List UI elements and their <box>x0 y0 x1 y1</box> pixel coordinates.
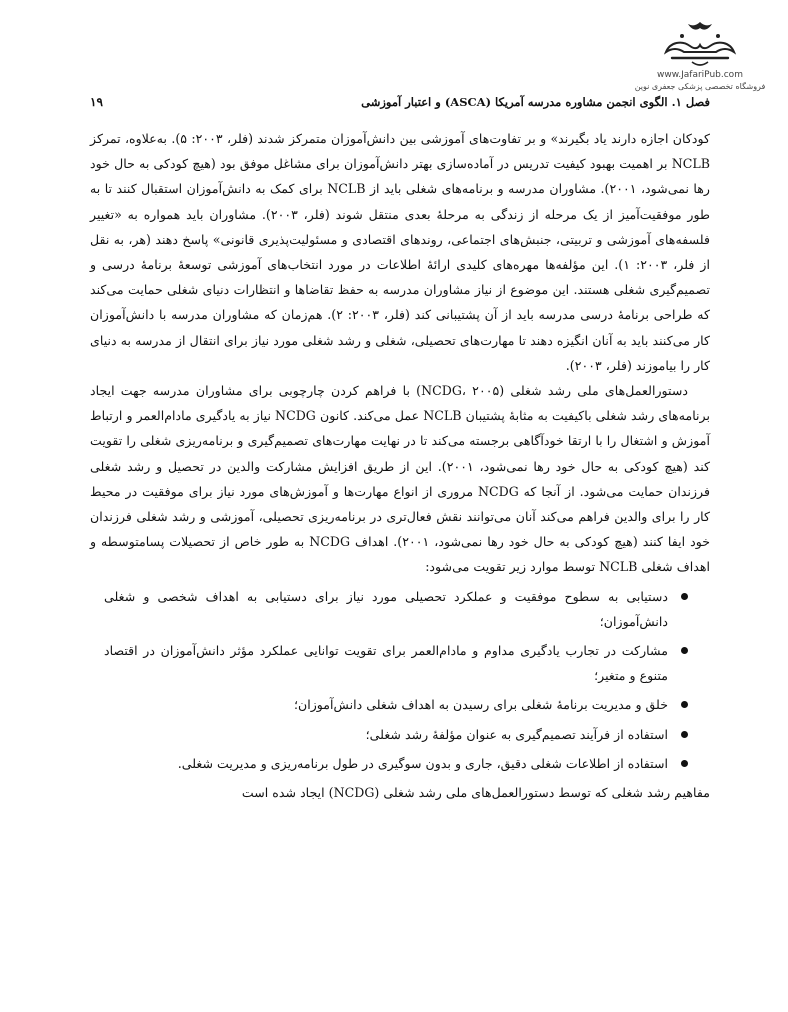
bullet-icon <box>681 731 688 738</box>
body-text <box>90 126 710 805</box>
list-item: مشارکت در تجارب یادگیری مداوم و مادام‌العمر برای تقویت توانایی عملکرد مؤثر دانش‌آموزان در اقتصاد متنوع و متغیر؛ <box>104 638 688 688</box>
paragraph-1: کودکان اجازه دارند یاد بگیرند» و بر تفاوت‌های آموزشی بین دانش‌آموزان متمرکز شدند (فلر، ۲۰۰۳: ۵). به‌علاوه، تمرکز NCLB بر اهمیت بهبود کیفیت تدریس در آماده‌سازی بهتر دانش‌آموزان برای مشاغل موفق بود (هیچ کودکی به حال خود رها نمی‌شود، ۲۰۰۱). مشاوران مدرسه و برنامه‌های شغلی باید از NCLB برای کمک به دانش‌آموزان استقبال کنند تا به طور موفقیت‌آمیز از یک مرحله از زندگی به مرحلهٔ بعدی منتقل شوند (فلر، ۲۰۰۳). مشاوران باید همواره به «تغییر فلسفه‌های آموزشی و تربیتی، جنبش‌های اجتماعی، روندهای اقتصادی و مسئولیت‌پذیری قانونی» پاسخ دهند (هر، به نقل از فلر، ۲۰۰۳: ۱). این مؤلفه‌ها مهره‌های کلیدی ارائهٔ اطلاعات در مورد انتخاب‌های آموزشی توسعهٔ برنامهٔ درسی و تصمیم‌گیری شغلی هستند. این موضوع از نیاز مشاوران مدرسه به حفظ تقاضاها و انتظارات دنیای شغلی حمایت می‌کند که طراحی برنامهٔ درسی مدرسه باید از آن پشتیبانی کند (فلر، ۲۰۰۳: ۲). هم‌زمان که مشاوران مدرسه با دانش‌آموزان کار می‌کنند باید به آنان انگیزه دهند تا مهارت‌های تحصیلی، شغلی و رشد شغلی مورد نیاز برای انتقال از مدرسه به دنیای کار را بیاموزند (فلر، ۲۰۰۳). <box>90 131 711 373</box>
list-item: خلق و مدیریت برنامهٔ شغلی برای رسیدن به اهداف شغلی دانش‌آموزان؛ <box>104 692 688 717</box>
logo-website: www.JafariPub.com <box>657 70 743 80</box>
publisher-logo <box>632 18 768 100</box>
chapter-title: فصل ۱. الگوی انجمن مشاوره مدرسه آمریکا (ASCA) و اعتبار آموزشی <box>361 95 710 109</box>
bullet-icon <box>681 701 688 708</box>
bullet-icon <box>681 760 688 767</box>
list-item: دستیابی به سطوح موفقیت و عملکرد تحصیلی مورد نیاز برای دستیابی به اهداف شخصی و شغلی دانش‌آموزان؛ <box>104 584 688 634</box>
list-item: استفاده از اطلاعات شغلی دقیق، جاری و بدون سوگیری در طول برنامه‌ریزی و مدیریت شغلی. <box>104 751 688 776</box>
closing-line: مفاهیم رشد شغلی که توسط دستورالعمل‌های ملی رشد شغلی (NCDG) ایجاد شده است <box>241 785 710 801</box>
logo-store-name: فروشگاه تخصصی پزشکی جعفری نوین <box>634 82 766 91</box>
bullet-icon <box>681 647 688 654</box>
logo-emblem-icon <box>652 18 748 68</box>
bullet-icon <box>681 593 688 600</box>
bullet-list <box>90 584 710 776</box>
page-number: ۱۹ <box>90 95 103 109</box>
list-item: استفاده از فرآیند تصمیم‌گیری به عنوان مؤلفهٔ رشد شغلی؛ <box>104 722 688 747</box>
running-header <box>90 92 710 112</box>
paragraph-2: دستورالعمل‌های ملی رشد شغلی (NCDG، ۲۰۰۵) با فراهم کردن چارچوبی برای مشاوران مدرسه جهت ایجاد برنامه‌های رشد شغلی باکیفیت به مثابهٔ پشتیبان NCLB عمل می‌کند. کانون NCDG نیاز به یادگیری مادام‌العمر و ارتباط آموزش و اشتغال را با ارتقا خودآگاهی برجسته می‌کند تا در نهایت مهارت‌های تصمیم‌گیری و برنامه‌ریزی شغلی را تقویت کند (هیچ کودکی به حال خود رها نمی‌شود، ۲۰۰۱). این از طریق افزایش مشارکت والدین در تحصیل و رشد شغلی فرزندان حمایت می‌شود. از آنجا که NCDG مروری از انواع مهارت‌ها و آموزش‌های مورد نیاز برای موفقیت در محیط کار را برای والدین فراهم می‌کند آنان می‌توانند نقش فعال‌تری در برنامه‌ریزی تحصیلی، آموزشی و رشد شغلی فرزندان خود ایفا کنند (هیچ کودکی به حال خود رها نمی‌شود، ۲۰۰۱). اهداف NCDG به طور خاص از تحصیلات پسامتوسطه و اهداف شغلی NCLB توسط موارد زیر تقویت می‌شود: <box>90 383 711 575</box>
